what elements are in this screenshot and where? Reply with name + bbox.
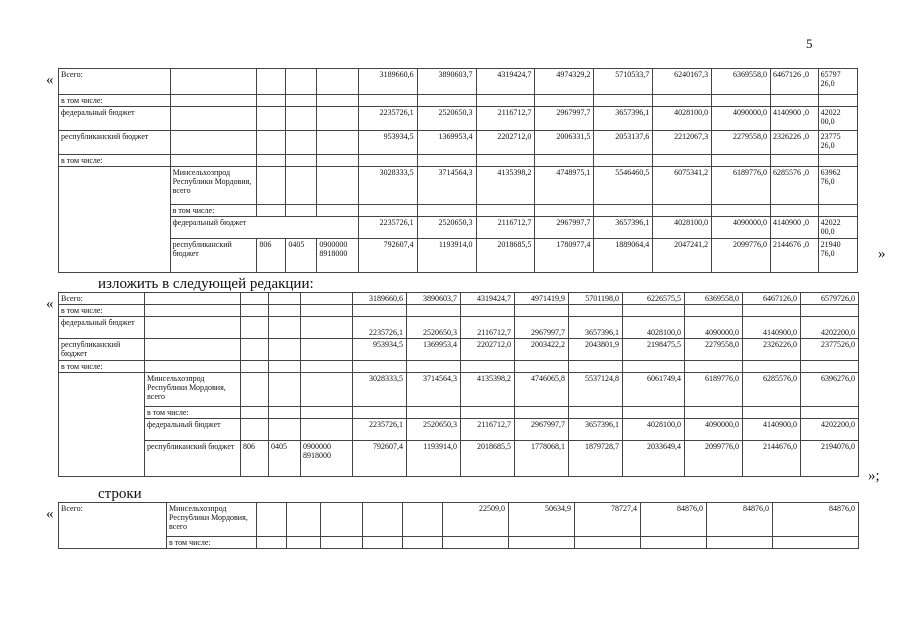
table-row: федеральный бюджет 2235726,1 2520650,3 2116712,7 2967997,7 3657396,1 4028100,0 4090000,0 4140900 ,0 42022 00,0: [59, 107, 858, 131]
page-number: 5: [806, 36, 813, 51]
table-row: республиканский бюджет 953934,5 1369953,4 2202712,0 2003422,2 2043801,9 2198475,5 2279558,0 2326226,0 2377526,0: [59, 339, 859, 361]
table-row: федеральный бюджет 2235726,1 2520650,3 2116712,7 2967997,7 3657396,1 4028100,0 4090000,0 4140900 ,0 42022 00,0: [59, 217, 858, 239]
table-row: Минсельхозпрод Республики Мордовия, всего 3028333,5 3714564,3 4135398,2 4748975,1 5546460,5 6075341,2 6189776,0 6285576 ,0 63962 76,0: [59, 167, 858, 205]
table-row: республиканский бюджет 953934,5 1369953,4 2202712,0 2006331,5 2053137,6 2212067,3 2279558,0 2326226 ,0 23775 26,0: [59, 131, 858, 155]
table-row: в том числе:: [59, 155, 858, 167]
quote-close-2: »;: [868, 468, 880, 484]
table-row: в том числе:: [59, 95, 858, 107]
table-row: Всего: 3189660,6 3890603,7 4319424,7 4974329,2 5710533,7 6240167,3 6369558,0 6467126 ,0 65797 26,0: [59, 69, 858, 95]
quote-close-1: »: [878, 246, 886, 262]
heading-new-edition: изложить в следующей редакции:: [98, 276, 314, 292]
old-budget-table: [58, 68, 858, 273]
quote-open-3: «: [46, 506, 54, 522]
table-row: республиканский бюджет 806 0405 0900000 8918000 792607,4 1193914,0 2018685,5 1778068,1 1879728,7 2033649,4 2099776,0 2144676,0 2194076,0: [59, 441, 859, 477]
table-row: Минсельхозпрод Республики Мордовия, всего 3028333,5 3714564,3 4135398,2 4746065,8 5537124,8 6061749,4 6189776,0 6285576,0 6396276,0: [59, 373, 859, 407]
lines-table: [58, 502, 859, 549]
new-budget-table: [58, 292, 859, 477]
table-row: Всего: 3189660,6 3890603,7 4319424,7 4971419,9 5701198,0 6226575,5 6369558,0 6467126,0 6579726,0: [59, 293, 859, 305]
table-row: федеральный бюджет 2235726,1 2520650,3 2116712,7 2967997,7 3657396,1 4028100,0 4090000,0 4140900,0 4202200,0: [59, 419, 859, 441]
heading-lines: строки: [98, 486, 142, 502]
table-row: в том числе:: [59, 361, 859, 373]
table-row: республиканский бюджет 806 0405 0900000 8918000 792607,4 1193914,0 2018685,5 1780977,4 1889064,4 2047241,2 2099776,0 2144676 ,0 21940 76,0: [59, 239, 858, 273]
table-row: в том числе:: [59, 407, 859, 419]
quote-open-2: «: [46, 296, 54, 312]
table-row: Всего: Минсельхозпрод Республики Мордовия, всего 22509,0 50634,9 78727,4 84876,0 84876,0 84876,0: [59, 503, 859, 537]
quote-open-1: «: [46, 72, 54, 88]
table-row: в том числе:: [59, 205, 858, 217]
table-row: федеральный бюджет 2235726,1 2520650,3 2116712,7 2967997,7 3657396,1 4028100,0 4090000,0 4140900,0 4202200,0: [59, 317, 859, 339]
row-label: Всего:: [59, 69, 171, 95]
table-row: в том числе:: [59, 305, 859, 317]
table-row: в том числе:: [59, 537, 859, 549]
